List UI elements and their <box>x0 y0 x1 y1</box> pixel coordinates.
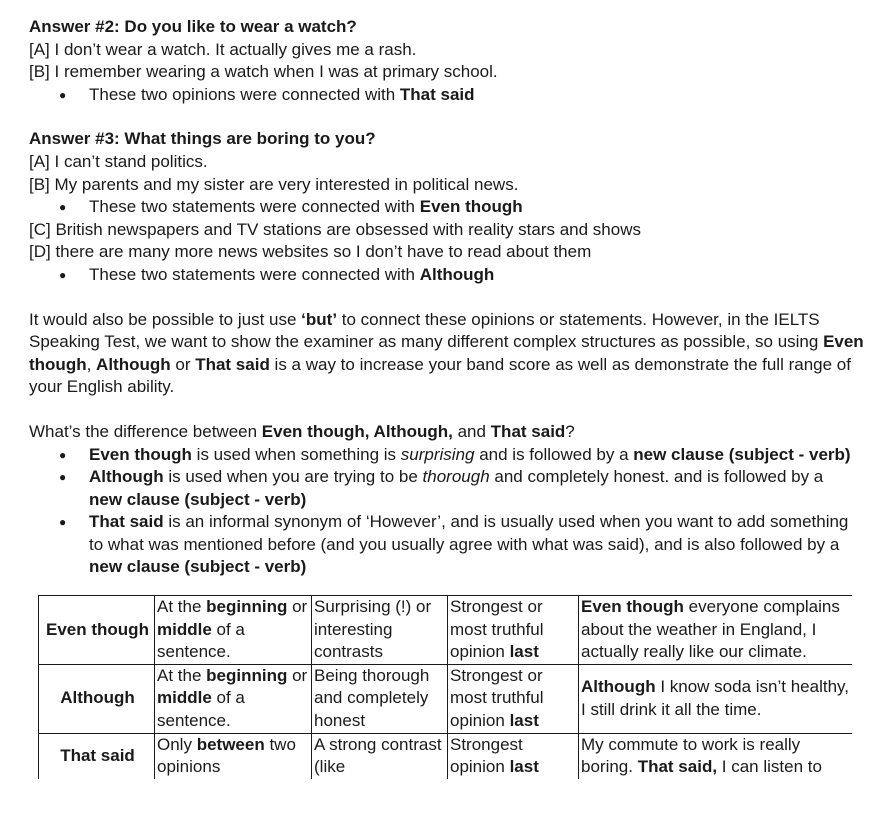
table-cell-label: Even though <box>39 596 155 665</box>
table-row <box>39 664 853 733</box>
table-cell-position: At the beginning or middle of a sentence. <box>155 596 312 665</box>
list-item: ● These two statements were connected with Even though <box>29 196 852 219</box>
table-cell-opinion: Strongest opinion last <box>448 733 579 779</box>
table-cell-label: Although <box>39 664 155 733</box>
answer3-bullets-2 <box>29 264 852 287</box>
table-cell-use: A strong contrast (like <box>312 733 448 779</box>
table-row <box>39 733 853 779</box>
table-cell-position: At the beginning or middle of a sentence. <box>155 664 312 733</box>
list-item: ● That said is an informal synonym of ‘However’, and is usually used when you want to add something to what was mentioned before (and you usually agree with what was said), and is also followed by a new clause (subject - verb) <box>29 511 859 579</box>
comparison-table-wrapper <box>29 579 852 779</box>
table-cell-example: Even though everyone complains about the weather in England, I actually really like our climate. <box>579 596 853 665</box>
table-cell-use: Being thorough and completely honest <box>312 664 448 733</box>
answer3-line-c: [C] British newspapers and TV stations are obsessed with reality stars and shows <box>29 219 641 239</box>
answer2-bullets <box>29 84 852 107</box>
list-item: ● These two statements were connected with Although <box>29 264 852 287</box>
list-item: ● Although is used when you are trying to be thorough and completely honest. and is followed by a new clause (subject - verb) <box>29 466 859 511</box>
difference-list <box>29 444 859 580</box>
table-cell-opinion: Strongest or most truthful opinion last <box>448 664 579 733</box>
answer3-line-a: [A] I can’t stand politics. <box>29 151 208 171</box>
difference-question: What’s the difference between Even though, Although, and That said? <box>29 421 575 441</box>
table-cell-use: Surprising (!) or interesting contrasts <box>312 596 448 665</box>
list-item: ● These two opinions were connected with That said <box>29 84 852 107</box>
table-cell-position: Only between two opinions <box>155 733 312 779</box>
explanation-paragraph: It would also be possible to just use ‘but’ to connect these opinions or statements. However, in the IELTS Speaking Test, we want to show the examiner as many different complex structures as possible, so using Even though, Although or That said is a way to increase your band score as well as demonstrate the full range of your English ability. <box>29 309 864 397</box>
answer3-bullets-1 <box>29 196 852 219</box>
list-item: ● Even though is used when something is surprising and is followed by a new clause (subject - verb) <box>29 444 859 467</box>
answer2-line-a: [A] I don’t wear a watch. It actually gives me a rash. <box>29 39 417 59</box>
answer3-line-b: [B] My parents and my sister are very interested in political news. <box>29 174 519 194</box>
answer2-heading: Answer #2: Do you like to wear a watch? <box>29 17 357 36</box>
table-row <box>39 596 853 665</box>
answer3-line-d: [D] there are many more news websites so I don’t have to read about them <box>29 242 592 262</box>
table-cell-opinion: Strongest or most truthful opinion last <box>448 596 579 665</box>
table-cell-label: That said <box>39 733 155 779</box>
answer3-heading: Answer #3: What things are boring to you? <box>29 129 376 149</box>
table-cell-example: Although I know soda isn’t healthy, I still drink it all the time. <box>579 664 853 733</box>
comparison-table <box>38 595 852 779</box>
answer2-line-b: [B] I remember wearing a watch when I was at primary school. <box>29 62 498 82</box>
table-cell-example: My commute to work is really boring. That said, I can listen to <box>579 733 853 779</box>
